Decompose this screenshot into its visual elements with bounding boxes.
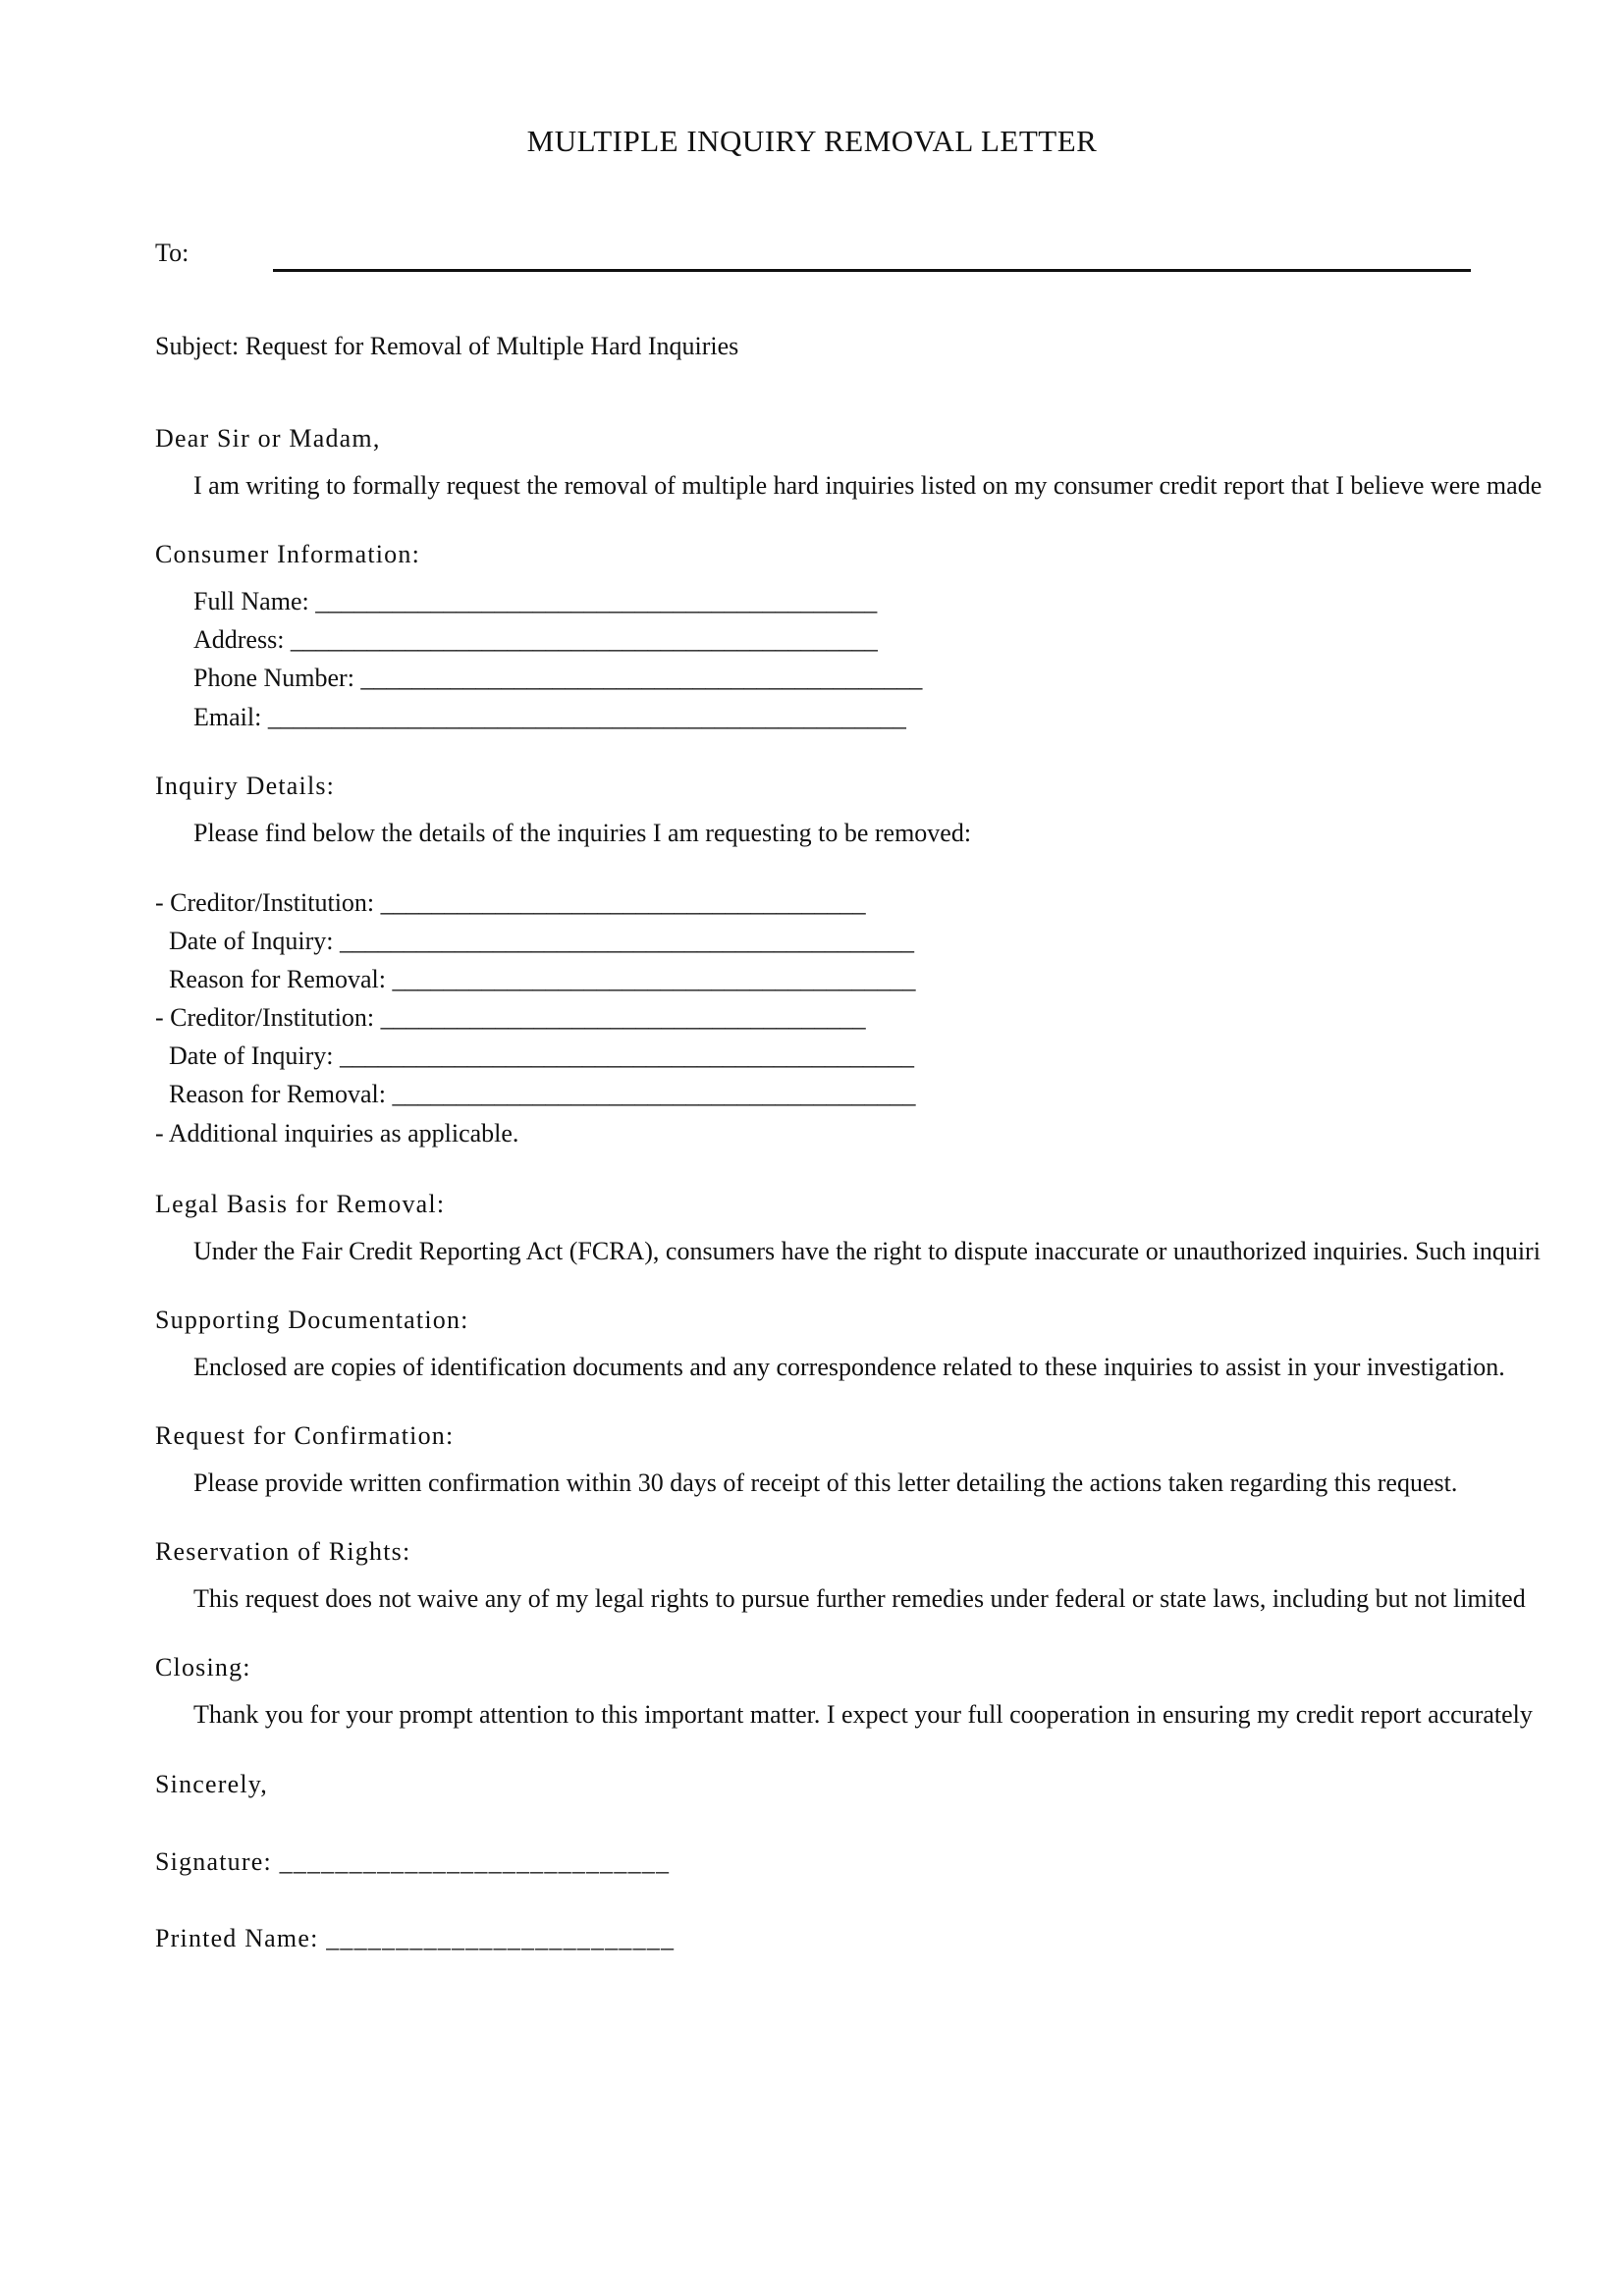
- inquiry-date-field-2: Date of Inquiry: _____________________________________________: [169, 1041, 915, 1070]
- signature-field: Signature: ____________________________: [155, 1847, 671, 1876]
- creditor-field-2: - Creditor/Institution: ______________________________________: [155, 1003, 866, 1032]
- additional-inquiries-note: - Additional inquiries as applicable.: [155, 1119, 519, 1148]
- supporting-docs-text: Enclosed are copies of identification documents and any correspondence related to these inquiries to assist in your investigation.: [193, 1353, 1505, 1381]
- confirmation-heading: Request for Confirmation:: [155, 1421, 455, 1450]
- closing-text: Thank you for your prompt attention to this important matter. I expect your full cooperation in ensuring my credit report accurately: [193, 1700, 1533, 1729]
- removal-reason-field-1: Reason for Removal: _________________________________________: [169, 965, 916, 993]
- full-name-field: Full Name: ____________________________________________: [193, 587, 878, 615]
- to-field-line: [273, 269, 1471, 272]
- address-field: Address: ______________________________________________: [193, 625, 878, 654]
- confirmation-text: Please provide written confirmation within 30 days of receipt of this letter detailing the actions taken regarding this request.: [193, 1468, 1458, 1497]
- closing-heading: Closing:: [155, 1653, 251, 1682]
- consumer-info-heading: Consumer Information:: [155, 540, 420, 568]
- salutation: Dear Sir or Madam,: [155, 424, 381, 453]
- sign-off: Sincerely,: [155, 1770, 268, 1798]
- removal-reason-field-2: Reason for Removal: _________________________________________: [169, 1080, 916, 1108]
- creditor-field-1: - Creditor/Institution: ______________________________________: [155, 888, 866, 917]
- intro-paragraph: I am writing to formally request the removal of multiple hard inquiries listed on my consumer credit report that I believe were made: [193, 471, 1543, 500]
- reservation-heading: Reservation of Rights:: [155, 1537, 411, 1566]
- letter-title: MULTIPLE INQUIRY REMOVAL LETTER: [526, 124, 1098, 158]
- inquiry-details-intro: Please find below the details of the inquiries I am requesting to be removed:: [193, 819, 972, 847]
- supporting-docs-heading: Supporting Documentation:: [155, 1306, 469, 1334]
- reservation-text: This request does not waive any of my legal rights to pursue further remedies under federal or state laws, including but not limited: [193, 1584, 1526, 1613]
- legal-basis-heading: Legal Basis for Removal:: [155, 1190, 446, 1218]
- to-label: To:: [155, 239, 189, 267]
- legal-basis-text: Under the Fair Credit Reporting Act (FCRA), consumers have the right to dispute inaccurate or unauthorized inquiries. Such inquiri: [193, 1237, 1541, 1265]
- subject-line: Subject: Request for Removal of Multiple Hard Inquiries: [155, 332, 739, 360]
- printed-name-field: Printed Name: _________________________: [155, 1924, 676, 1952]
- inquiry-date-field-1: Date of Inquiry: _____________________________________________: [169, 927, 915, 955]
- inquiry-details-heading: Inquiry Details:: [155, 772, 336, 800]
- phone-field: Phone Number: ____________________________________________: [193, 664, 923, 692]
- email-field: Email: __________________________________________________: [193, 703, 906, 731]
